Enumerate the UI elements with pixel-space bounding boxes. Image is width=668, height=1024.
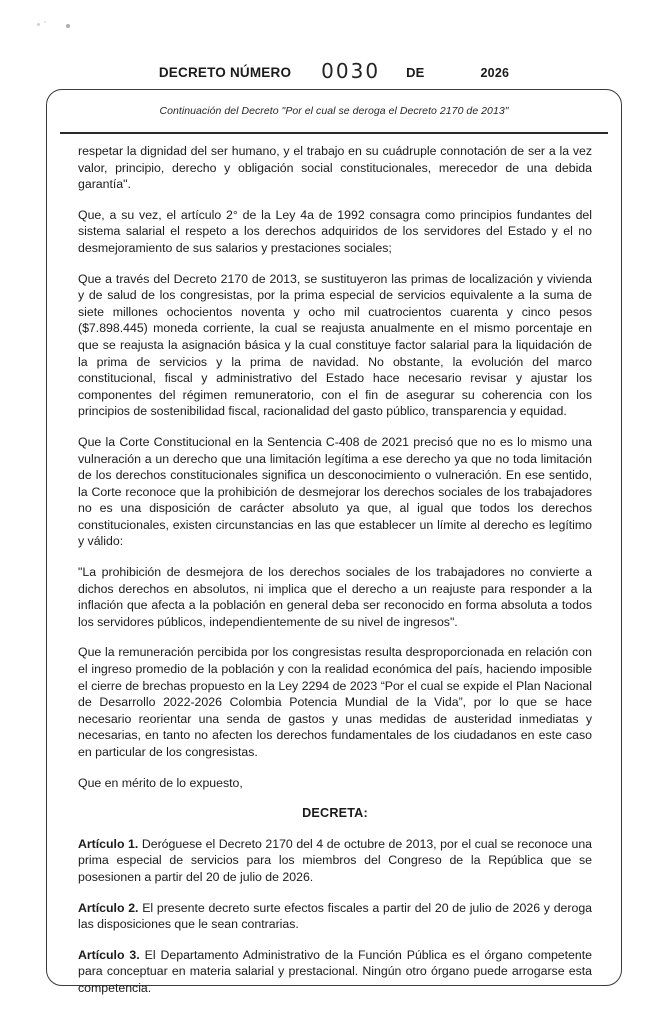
article-1 [78,836,592,886]
article-1-label: Artículo 1. [78,836,139,851]
scan-speckle-icon [37,23,40,26]
article-1-text: Deróguese el Decreto 2170 del 4 de octubre de 2013, por el cual se reconoce una prima especial de servicios para los miembros del Congreso de la República que se posesionen a partir del 20 de julio de 2026. [78,836,593,884]
scan-speckle-icon [66,24,70,28]
document-body [78,143,592,997]
scan-speckle-icon [44,21,46,23]
decree-year-value: 2026 [480,66,510,80]
decreta-heading: DECRETA: [302,806,368,821]
paragraph: Que a través del Decreto 2170 de 2013, se sustituyeron las primas de localización y vivienda y de salud de los congresistas, por la prima especial de servicios equivalente a la suma de siete millones ochocientos noventa y ocho mil cuatrocientos cuarenta y cinco pesos ($7.898.445) moneda corriente, la cual se reajusta anualmente en el mismo porcentaje en que se reajusta la asignación básica y la cual constituye factor salarial para la liquidación de la prima de servicios y la prima de navidad. No obstante, la evolución del marco constitucional, fiscal y administrativo del Estado hace necesario revisar y ajustar los componentes del régimen remuneratorio, con el fin de asegurar su coherencia con los principios de sostenibilidad fiscal, racionalidad del gasto público, transparencia y equidad. [78,271,592,419]
decree-header [0,58,668,82]
article-2-label: Artículo 2. [78,900,139,915]
paragraph: Que, a su vez, el artículo 2° de la Ley 4a de 1992 consagra como principios fundantes del sistema salarial el respeto a los derechos adquiridos de los servidores del Estado y el no desmejoramiento de sus salarios y prestaciones sociales; [78,207,592,255]
decree-de-label: DE [406,65,425,80]
paragraph: respetar la dignidad del ser humano, y el trabajo en su cuádruple connotación de ser a la vez valor, principio, derecho y obligación social constitucionales, merecedor de una debida garantía". [78,144,592,192]
decree-number-label: DECRETO NÚMERO [158,65,292,80]
paragraph: Que la remuneración percibida por los congresistas resulta desproporcionada en relación con el ingreso promedio de la población y con la realidad económica del país, haciendo imposible el cierre de brechas propuesto en la Ley 2294 de 2023 “Por el cual se expide el Plan Nacional de Desarrollo 2022-2026 Colombia Potencia Mundial de la Vida”, por lo que se hace necesario reorientar una senda de gastos y unas medidas de austeridad inmediatas y necesarias, en tanto no afecten los derechos fundamentales de los ciudadanos en este caso en particular de los congresistas. [78,645,592,759]
article-3 [78,947,592,997]
paragraph: Que la Corte Constitucional en la Sentencia C-408 de 2021 precisó que no es lo mismo una vulneración a un derecho que una limitación legítima a ese derecho ya que no toda limitación de los derechos constitucionales significa un desconocimiento o vulneración. En ese sentido, la Corte reconoce que la prohibición de desmejorar los derechos sociales de los trabajadores no es una disposición de carácter absoluto ya que, al igual que todos los derechos constitucionales, existen circunstancias en las que establecer un límite al derecho es legítimo y válido: [78,434,592,549]
article-2-text: El presente decreto surte efectos fiscales a partir del 20 de julio de 2026 y deroga las disposiciones que le sean contrarias. [78,900,593,932]
article-3-text: El Departamento Administrativo de la Función Pública es el órgano competente para conceptuar en materia salarial y prestacional. Ningún otro órgano puede arrogarse esta competencia. [78,947,592,995]
header-divider [60,132,608,134]
paragraph-quote: "La prohibición de desmejora de los derechos sociales de los trabajadores no convierte a dichos derechos en absolutos, ni implica que el derecho a un reajuste para responder a la inflación que afecta a la población en general deba ser reconocido en forma absoluta a todos los servidores públicos, independientemente de su nivel de ingresos". [78,565,592,629]
decree-number-value: 0030 [321,59,381,83]
article-2 [78,900,592,933]
paragraph-merito: Que en mérito de lo expuesto, [78,775,243,790]
continuation-caption: Continuación del Decreto "Por el cual se deroga el Decreto 2170 de 2013" [159,105,509,117]
article-3-label: Artículo 3. [78,947,140,962]
